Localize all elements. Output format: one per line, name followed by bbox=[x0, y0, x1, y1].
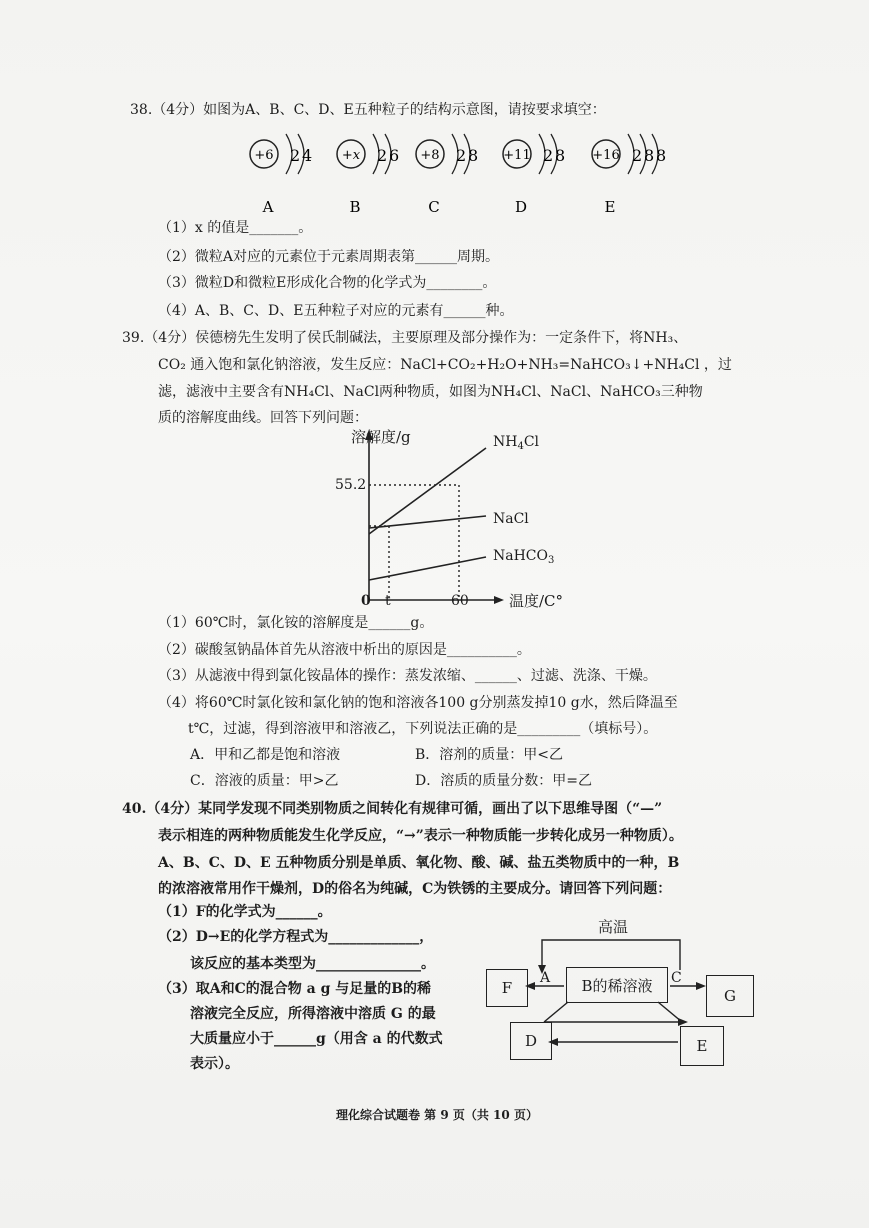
nucleus-charge: +11 bbox=[503, 148, 531, 163]
series-nahco3-line bbox=[369, 557, 486, 580]
node-b: B的稀溶液 bbox=[566, 967, 668, 1003]
q39-option-c: C．溶液的质量：甲>乙 bbox=[190, 773, 339, 789]
electron-count: 2 bbox=[377, 146, 388, 165]
q38-intro: 38.（4分）如图为A、B、C、D、E五种粒子的结构示意图，请按要求填空： bbox=[130, 102, 606, 118]
q40-line3: A、B、C、D、E 五种物质分别是单质、氧化物、酸、碱、盐五类物质中的一种，B bbox=[158, 855, 680, 871]
electron-count: 2 bbox=[632, 146, 643, 165]
solubility-chart bbox=[336, 430, 636, 630]
q39-line4: 质的溶解度曲线。回答下列问题： bbox=[158, 410, 368, 426]
q39-line3: 滤，滤液中主要含有NH₄Cl、NaCl两种物质，如图为NH₄Cl、NaCl、NaHCO₃三种物 bbox=[158, 384, 703, 400]
node-c-label: C bbox=[671, 970, 682, 986]
q39-sub1: （1）60℃时，氯化铵的溶解度是______g。 bbox=[158, 615, 434, 631]
q39-sub3: （3）从滤液中得到氯化铵晶体的操作：蒸发浓缩、______、过滤、洗涤、干燥。 bbox=[158, 668, 657, 684]
atom-C bbox=[416, 134, 478, 216]
electron-count: 8 bbox=[468, 146, 479, 165]
electron-count: 2 bbox=[456, 146, 467, 165]
node-e: E bbox=[680, 1026, 724, 1066]
q39-sub4a: （4）将60℃时氯化铵和氯化钠的饱和溶液各100 g分别蒸发掉10 g水，然后降温至 bbox=[158, 695, 678, 711]
node-g: G bbox=[706, 975, 754, 1017]
atom-label: D bbox=[514, 198, 528, 216]
atom-label: E bbox=[604, 198, 616, 216]
q39-sub2: （2）碳酸氢钠晶体首先从溶液中析出的原因是__________。 bbox=[158, 642, 531, 658]
legend-nacl: NaCl bbox=[493, 511, 529, 527]
x-tick-0: 0 bbox=[361, 593, 371, 609]
top-path-line bbox=[542, 940, 680, 970]
atom-E bbox=[592, 134, 666, 216]
nucleus-charge: +8 bbox=[420, 148, 440, 163]
node-a-label: A bbox=[540, 970, 551, 986]
series-nh4cl-line bbox=[369, 448, 486, 534]
y-tick-55-2: 55.2 bbox=[335, 477, 367, 493]
nucleus-charge: +x bbox=[341, 148, 361, 163]
q40-line1: 40.（4分）某同学发现不同类别物质之间转化有规律可循，画出了以下思维导图（“—” bbox=[122, 801, 663, 817]
chart-ylabel: 溶解度/g bbox=[351, 428, 411, 446]
q39-option-b: B．溶剂的质量：甲<乙 bbox=[415, 747, 564, 763]
node-f: F bbox=[486, 969, 528, 1007]
arrow-d-to-e bbox=[678, 1018, 688, 1026]
x-tick-60: 60 bbox=[451, 593, 469, 609]
q38-sub3: （3）微粒D和微粒E形成化合物的化学式为________。 bbox=[158, 275, 497, 291]
line-b-d bbox=[544, 1002, 568, 1022]
atom-D bbox=[503, 134, 565, 216]
atom-B bbox=[337, 134, 399, 216]
electron-count: 8 bbox=[644, 146, 655, 165]
q39-line2: CO₂ 通入饱和氯化钠溶液，发生反应：NaCl+CO₂+H₂O+NH₃=NaHCO₃↓+NH₄Cl ，过 bbox=[158, 357, 732, 373]
legend-nh4cl: $NH_4Cl$ bbox=[493, 434, 540, 452]
electron-count: 8 bbox=[656, 146, 667, 165]
chart-xlabel: 温度/C° bbox=[509, 592, 564, 610]
nucleus-charge: +6 bbox=[254, 148, 274, 163]
electron-count: 6 bbox=[389, 146, 400, 165]
atom-structure-figure bbox=[240, 118, 700, 228]
electron-count: 8 bbox=[555, 146, 566, 165]
q40-sub3c: 大质量应小于______g（用含 a 的代数式 bbox=[190, 1031, 443, 1047]
atom-label: B bbox=[349, 198, 361, 216]
q39-option-d: D．溶质的质量分数：甲=乙 bbox=[415, 773, 592, 789]
electron-count: 2 bbox=[290, 146, 301, 165]
x-axis-arrow bbox=[494, 596, 504, 604]
electron-count: 2 bbox=[543, 146, 554, 165]
q40-sub2b: 该反应的基本类型为_______________。 bbox=[190, 956, 435, 972]
q40-line4: 的浓溶液常用作干燥剂，D的俗名为纯碱，C为铁锈的主要成分。请回答下列问题： bbox=[158, 881, 672, 897]
q40-sub3d: 表示）。 bbox=[190, 1056, 239, 1072]
q38-sub1: （1）x 的值是_______。 bbox=[158, 220, 313, 236]
q40-sub2a: （2）D→E的化学方程式为_____________， bbox=[158, 929, 434, 945]
page-footer: 理化综合试题卷 第 9 页（共 10 页） bbox=[336, 1108, 538, 1122]
atom-label: C bbox=[428, 198, 440, 216]
q38-sub2: （2）微粒A对应的元素位于元素周期表第______周期。 bbox=[158, 249, 500, 265]
label-high-temp: 高温 bbox=[598, 918, 629, 936]
atom-label: A bbox=[262, 198, 274, 216]
q39-option-a: A．甲和乙都是饱和溶液 bbox=[190, 747, 341, 763]
atom-A bbox=[250, 134, 312, 216]
q39-line1: 39.（4分）侯德榜先生发明了侯氏制碱法，主要原理及部分操作为：一定条件下，将NH₃、 bbox=[122, 330, 688, 346]
q40-sub1: （1）F的化学式为______。 bbox=[158, 904, 332, 920]
q40-sub3a: （3）取A和C的混合物 a g 与足量的B的稀 bbox=[158, 981, 432, 997]
q38-sub4: （4）A、B、C、D、E五种粒子对应的元素有______种。 bbox=[158, 303, 514, 319]
q39-sub4b: t℃，过滤，得到溶液甲和溶液乙，下列说法正确的是_________（填标号）。 bbox=[188, 721, 658, 737]
q40-line2: 表示相连的两种物质能发生化学反应，“→”表示一种物质能一步转化成另一种物质）。 bbox=[158, 828, 683, 844]
node-d: D bbox=[510, 1022, 552, 1060]
q40-sub3b: 溶液完全反应，所得溶液中溶质 G 的最 bbox=[190, 1006, 436, 1022]
nucleus-charge: +16 bbox=[592, 148, 620, 163]
legend-nahco3: NaHCO$_3$ bbox=[493, 548, 555, 566]
arrow-to-g bbox=[696, 982, 706, 990]
electron-count: 4 bbox=[302, 146, 313, 165]
x-tick-t: t bbox=[385, 593, 391, 609]
